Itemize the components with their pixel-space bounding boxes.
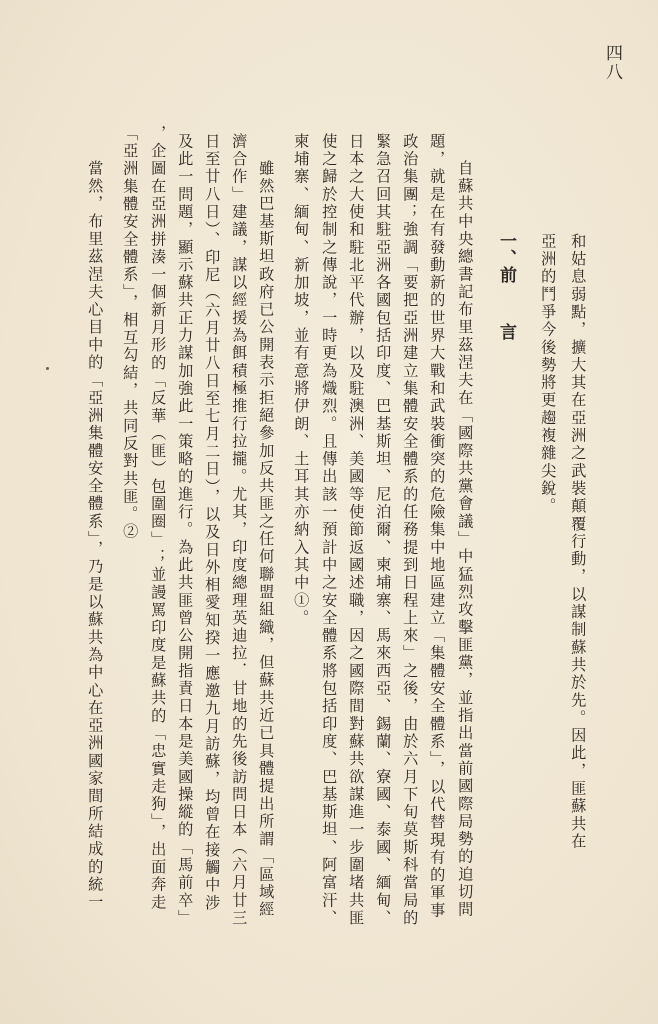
heading-word: 前 bbox=[496, 266, 516, 283]
page-number: 四八 bbox=[602, 44, 622, 82]
text-column: 使之歸於控制之傳說，一時更為熾烈。且傳出該一預計中之安全體系將包括印度、巴基斯坦、阿富汗、 bbox=[320, 133, 339, 928]
heading-number: 一、 bbox=[496, 232, 516, 266]
paper-speck bbox=[46, 367, 49, 370]
text-column: 題，就是在有發動新的世界大戰和武裝衝突的危險集中地區建立「集體安全體系」，以代替現有的軍事 bbox=[428, 133, 447, 920]
text-column: 雖然巴基斯坦政府已公開表示拒絕參加反共匪之任何聯盟組織，但蘇共近已具體提出所謂「區域經 bbox=[257, 160, 276, 919]
text-column: 「亞洲集體安全體系」，相互勾結，共同反對共匪。② bbox=[121, 125, 140, 541]
text-column: ，企圖在亞洲拼湊一個新月形的「反華（匪）包圍圈」；並謾罵印度是蘇共的「忠實走狗」，出面奔走 bbox=[149, 125, 168, 912]
text-column: 和姑息弱點，擴大其在亞洲之武裝顛覆行動，以謀制蘇共於先。因此，匪蘇共在 bbox=[569, 233, 588, 851]
text-column: 緊急召回其駐亞洲各國包括印度、巴基斯坦、尼泊爾、柬埔寨、馬來西亞、錫蘭、寮國、泰國、緬甸、 bbox=[374, 133, 393, 928]
text-column: 當然，布里茲涅夫心目中的「亞洲集體安全體系」，乃是以蘇共為中心在亞洲國家間所結成的統一 bbox=[86, 160, 105, 912]
text-column: 濟合作」建議，謀以經援為餌積極推行拉攏。尤其，印度總理英迪拉．甘地的先後訪問日本（六月廿三 bbox=[230, 133, 249, 928]
heading-word: 言 bbox=[496, 323, 516, 340]
text-column: 自蘇共中央總書記布里茲涅夫在「國際共黨會議」中猛烈攻擊匪黨，並指出當前國際局勢的迫切問 bbox=[456, 160, 475, 919]
text-column: 日至廿八日）、印尼（六月廿八日至七月二日），以及日外相愛知揆一應邀九月訪蘇，均曾在接觸中涉 bbox=[203, 133, 222, 913]
text-column: 日本之大使和駐北平代辦，以及駐澳洲、美國等使節返國述職，因之國際間對蘇共欲謀進一步圍堵共匪 bbox=[347, 133, 366, 928]
text-column: 柬埔寨、緬甸、新加坡，並有意將伊朗、土耳其亦納入其中①。 bbox=[292, 133, 311, 628]
text-column: 亞洲的鬥爭今後勢將更趨複雜尖銳。 bbox=[539, 233, 558, 516]
section-heading bbox=[497, 232, 514, 340]
text-column: 及此一問題，顯示蘇共正力謀加強此一策略的進行。為此共匪曾公開指責日本是美國操縱的「馬前卒」 bbox=[176, 133, 195, 928]
text-column: 政治集團；強調「要把亞洲建立集體安全體系的任務提到日程上來」之後，由於六月下旬莫斯科當局的 bbox=[401, 133, 420, 928]
